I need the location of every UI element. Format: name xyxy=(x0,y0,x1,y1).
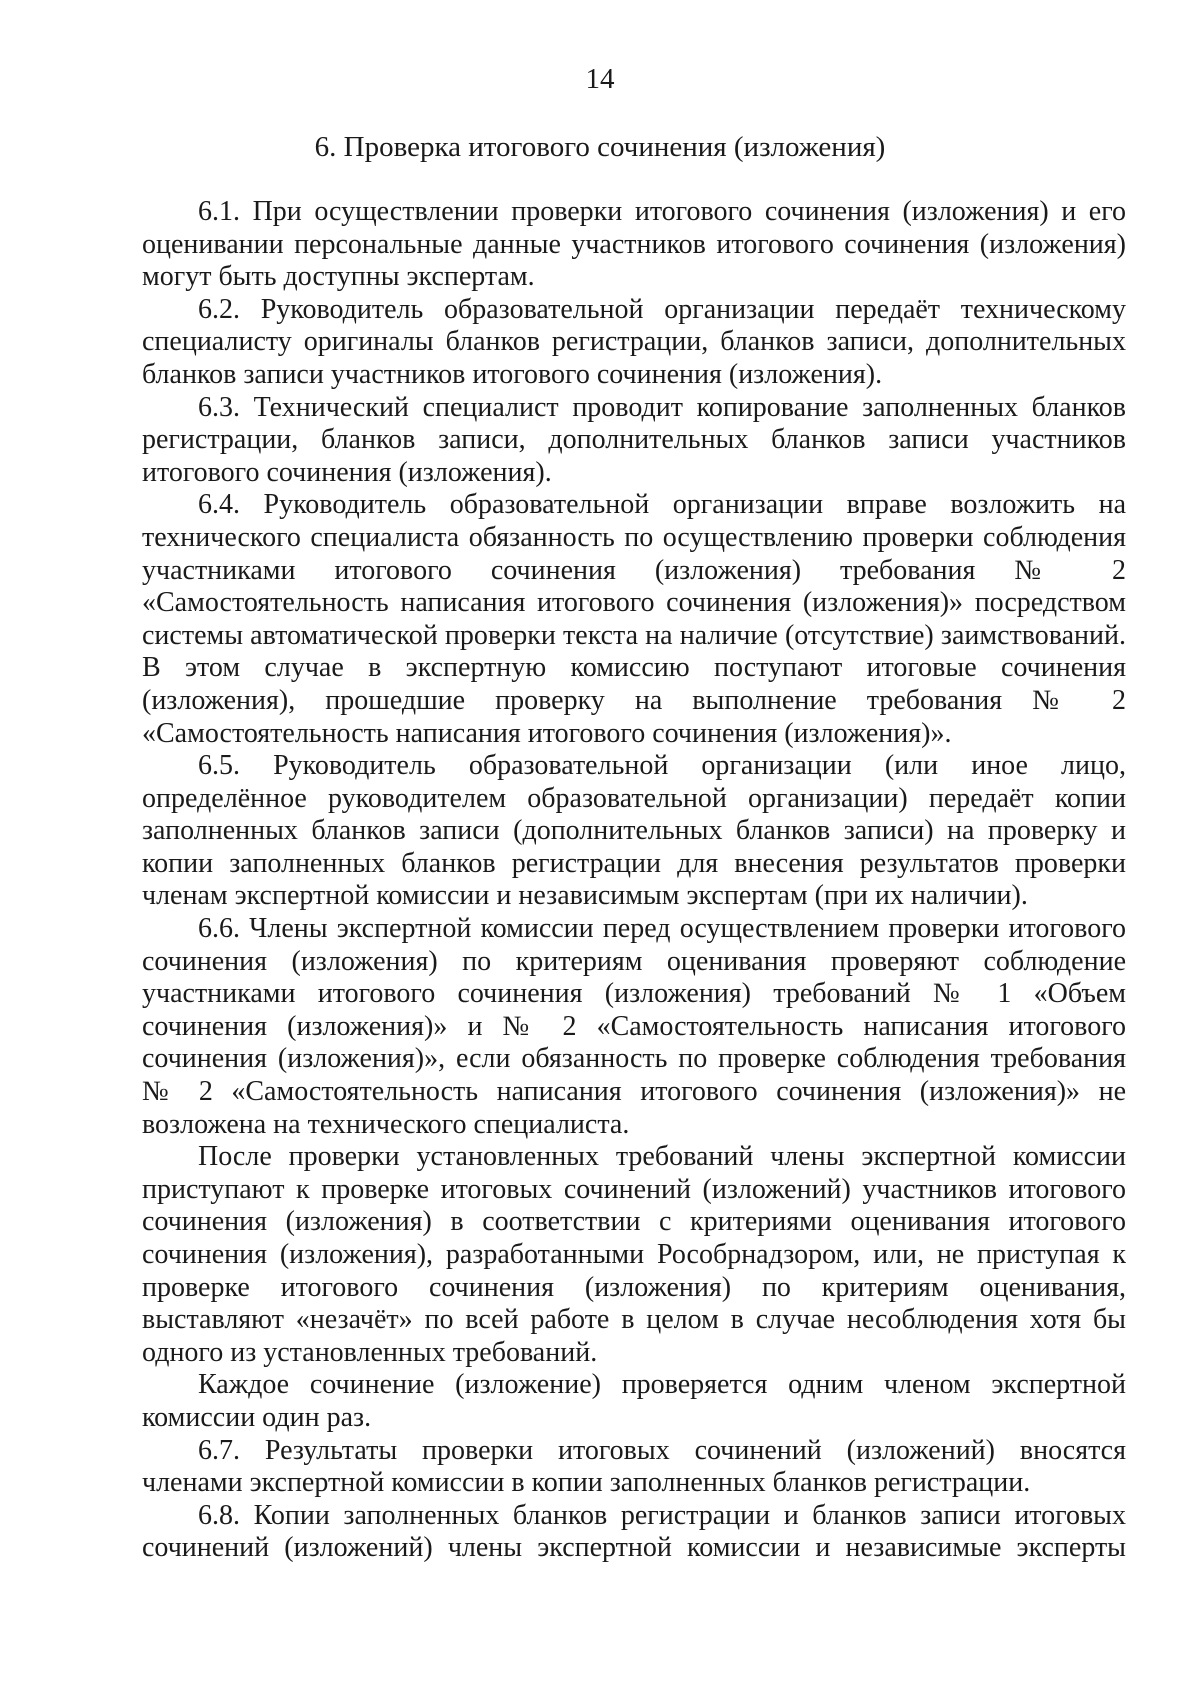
page-number: 14 xyxy=(585,63,615,95)
paragraph-6-1: 6.1. При осуществлении проверки итогового сочинения (изложения) и его оценивании персональные данные участников итогового сочинения (изложения) могут быть доступны экспертам. xyxy=(142,196,1126,293)
paragraph-6-6: 6.6. Члены экспертной комиссии перед осуществлением проверки итогового сочинения (изложения) по критериям оценивания проверяют соблюдение участниками итогового сочинения (изложения) требований № 1 «Объем сочинения (изложения)» и № 2 «Самостоятельность написания итогового сочинения (изложения)», если обязанность по проверке соблюдения требования № 2 «Самостоятельность написания итогового сочинения (изложения)» не возложена на технического специалиста. xyxy=(142,913,1126,1140)
paragraph-each-essay: Каждое сочинение (изложение) проверяется одним членом экспертной комиссии один раз. xyxy=(142,1369,1126,1433)
paragraph-after-check: После проверки установленных требований члены экспертной комиссии приступают к проверке итоговых сочинений (изложений) участников итогового сочинения (изложения) в соответствии с критериями оценивания итогового сочинения (изложения), разработанными Рособрнадзором, или, не приступая к проверке итогового сочинения (изложения) по критериям оценивания, выставляют «незачёт» по всей работе в целом в случае несоблюдения хотя бы одного из установленных требований. xyxy=(142,1141,1126,1368)
paragraph-6-2: 6.2. Руководитель образовательной организации передаёт техническому специалисту оригиналы бланков регистрации, бланков записи, дополнительных бланков записи участников итогового сочинения (изложения). xyxy=(142,293,1126,390)
paragraph-6-5: 6.5. Руководитель образовательной организации (или иное лицо, определённое руководителем образовательной организации) передаёт копии заполненных бланков записи (дополнительных бланков записи) на проверку и копии заполненных бланков регистрации для внесения результатов проверки членам экспертной комиссии и независимым экспертам (при их наличии). xyxy=(142,750,1126,912)
section-title: 6. Проверка итогового сочинения (изложения) xyxy=(314,131,886,163)
body-text xyxy=(142,196,1126,1565)
paragraph-6-7: 6.7. Результаты проверки итоговых сочинений (изложений) вносятся членами экспертной комиссии в копии заполненных бланков регистрации. xyxy=(142,1434,1126,1499)
paragraph-6-4: 6.4. Руководитель образовательной организации вправе возложить на технического специалиста обязанность по осуществлению проверки соблюдения участниками итогового сочинения (изложения) требования № 2 «Самостоятельность написания итогового сочинения (изложения)» посредством системы автоматической проверки текста на наличие (отсутствие) заимствований. В этом случае в экспертную комиссию поступают итоговые сочинения (изложения), прошедшие проверку на выполнение требования № 2 «Самостоятельность написания итогового сочинения (изложения)». xyxy=(142,489,1126,749)
paragraph-6-8: 6.8. Копии заполненных бланков регистрации и бланков записи итоговых сочинений (изложений) члены экспертной комиссии и независимые эксперты xyxy=(142,1499,1126,1564)
paragraph-6-3: 6.3. Технический специалист проводит копирование заполненных бланков регистрации, бланков записи, дополнительных бланков записи участников итогового сочинения (изложения). xyxy=(142,391,1126,488)
